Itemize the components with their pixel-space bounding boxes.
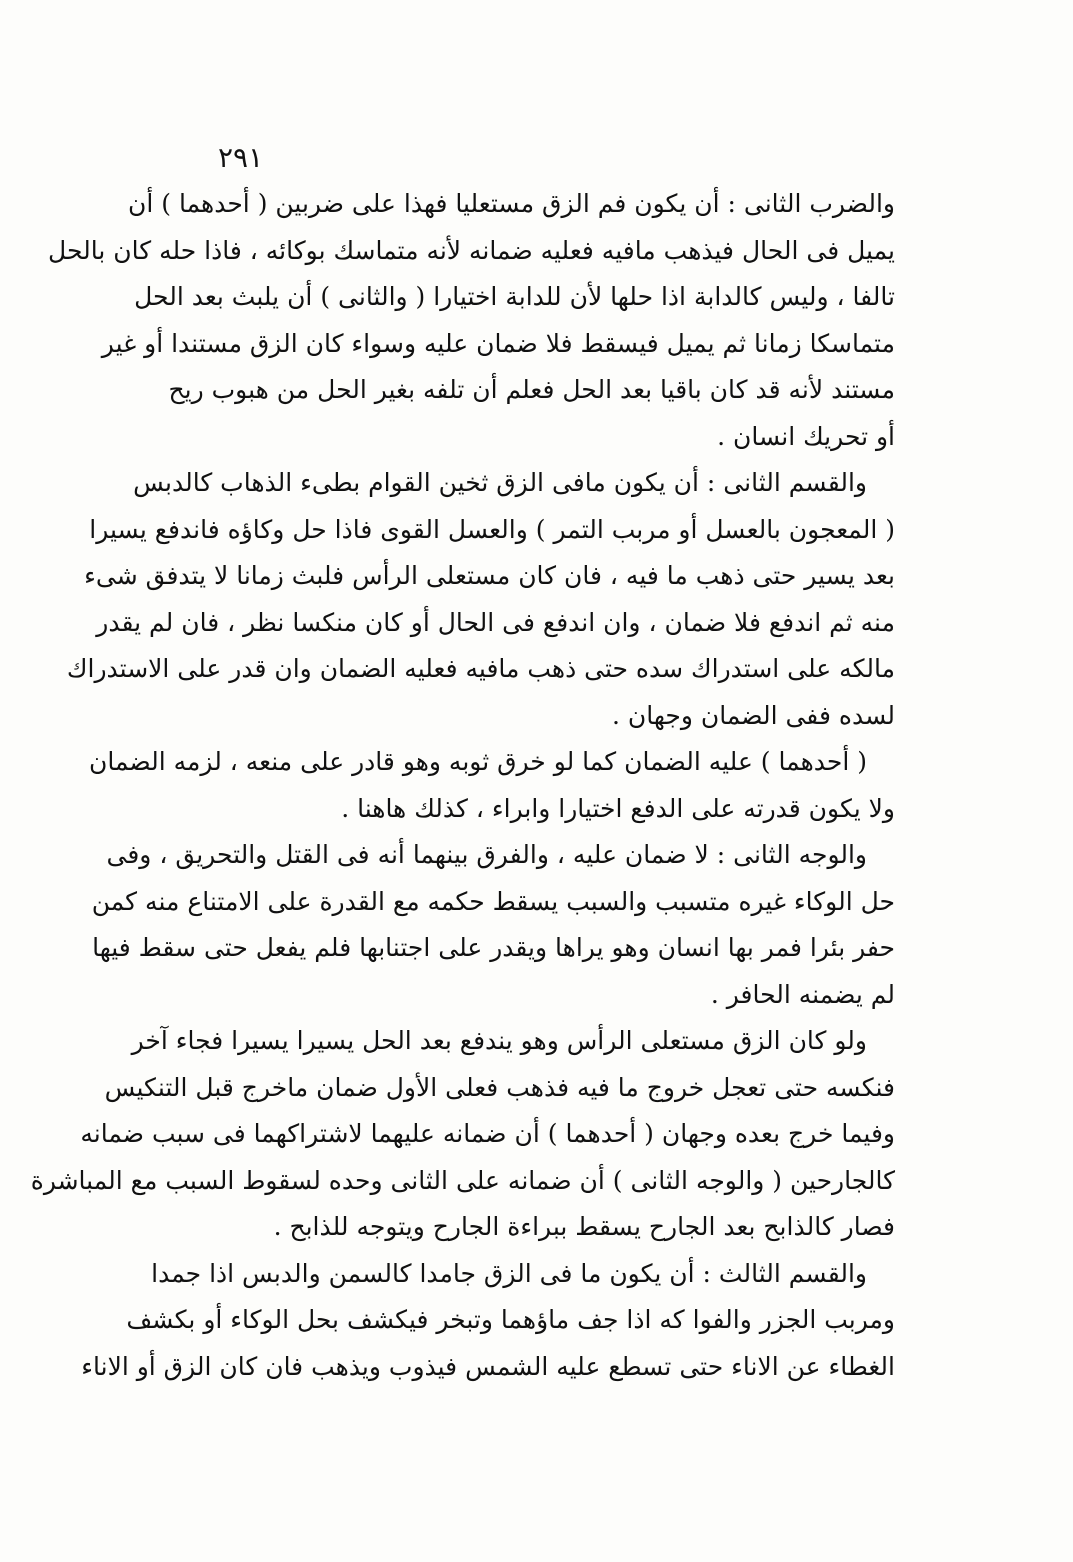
page-number: ٢٩١ (218, 141, 264, 174)
text-line: كالجارحين ( والوجه الثانى ) أن ضمانه على الثانى وحده لسقوط السبب مع المباشرة (30, 1165, 895, 1195)
text-line: تالفا ، وليس كالدابة اذا حلها لأن للدابة اختيارا ( والثانى ) أن يلبث بعد الحل (134, 282, 895, 311)
text-line: الغطاء عن الاناء حتى تسطع عليه الشمس فيذوب ويذهب فان كان الزق أو الاناء (81, 1351, 895, 1381)
text-line: والقسم الثالث : أن يكون ما فى الزق جامدا كالسمن والدبس اذا جمدا (151, 1258, 867, 1288)
text-line: فنكسه حتى تعجل خروج ما فيه فذهب فعلى الأول ضمان ماخرج قبل التنكيس (104, 1072, 895, 1102)
body-text (30, 181, 895, 1390)
text-line: منه ثم اندفع فلا ضمان ، وان اندفع فى الحال أو كان منكسا نظر ، فان لم يقدر (96, 607, 895, 637)
text-line: مالكه على استدراك سده حتى ذهب مافيه فعليه الضمان وان قدر على الاستدراك (66, 654, 895, 683)
text-line: متماسكا زمانا ثم يميل فيسقط فلا ضمان عليه وسواء كان الزق مستندا أو غير (101, 328, 895, 358)
text-line: مستند لأنه قد كان باقيا بعد الحل فعلم أن تلفه بغير الحل من هبوب ريح (168, 375, 895, 404)
text-line: ( أحدهما ) عليه الضمان كما لو خرق ثوبه وهو قادر على منعه ، لزمه الضمان (88, 747, 867, 776)
text-line: ولا يكون قدرته على الدفع اختيارا وابراء ، كذلك هاهنا . (341, 793, 895, 823)
text-line: ولو كان الزق مستعلى الرأس وهو يندفع بعد الحل يسيرا يسيرا فجاء آخر (131, 1026, 867, 1055)
text-line: حل الوكاء غيره متسبب والسبب يسقط حكمه مع القدرة على الامتناع منه كمن (91, 886, 895, 916)
text-line: أو تحريك انسان . (717, 421, 895, 451)
text-line: حفر بئرا فمر بها انسان وهو يراها ويقدر على اجتنابها فلم يفعل حتى سقط فيها (92, 933, 895, 962)
text-line: لم يضمنه الحافر . (710, 979, 895, 1009)
text-line: فصار كالذابح بعد الجارح يسقط ببراءة الجارح ويتوجه للذابح . (273, 1212, 895, 1241)
text-line: ( المعجون بالعسل أو مربب التمر ) والعسل القوى فاذا حل وكاؤه فاندفع يسيرا (89, 514, 895, 544)
text-line: والقسم الثانى : أن يكون مافى الزق ثخين القوام بطىء الذهاب كالدبس (133, 468, 867, 497)
text-line: لسده ففى الضمان وجهان . (611, 700, 895, 730)
text-line: وفيما خرج بعده وجهان ( أحدهما ) أن ضمانه عليهما لاشتراكهما فى سبب ضمانه (80, 1119, 895, 1148)
text-line: يميل فى الحال فيذهب مافيه فعليه ضمانه لأنه متماسك بوكائه ، فاذا حله كان بالحل (48, 235, 895, 265)
text-line: بعد يسير حتى ذهب ما فيه ، فان كان مستعلى الرأس فلبث زمانا لا يتدفق شىء (84, 561, 895, 590)
text-line: ومربب الجزر والفوا كه اذا جف ماؤهما وتبخر فيكشف بحل الوكاء أو بكشف (126, 1305, 895, 1334)
text-line: والوجه الثانى : لا ضمان عليه ، والفرق بينهما أنه فى القتل والتحريق ، وفى (106, 840, 867, 869)
text-line: والضرب الثانى : أن يكون فم الزق مستعليا فهذا على ضربين ( أحدهما ) أن (128, 189, 895, 218)
